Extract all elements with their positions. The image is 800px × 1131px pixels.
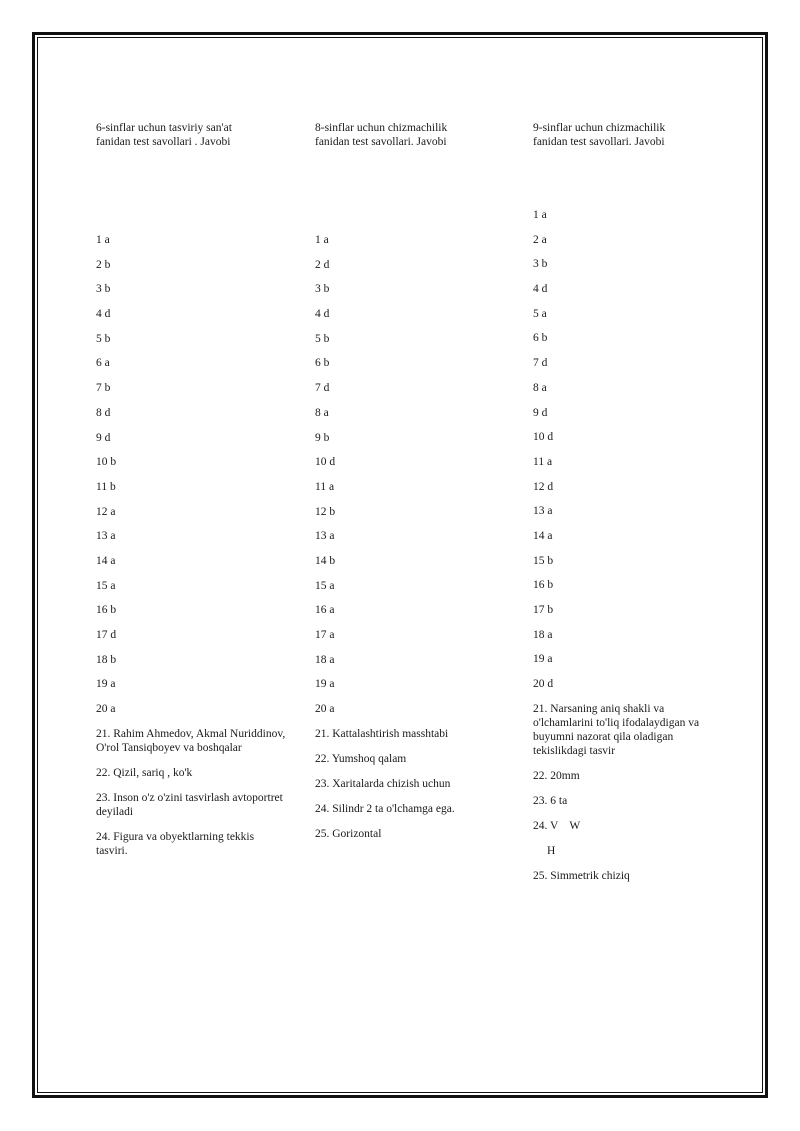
answer-item: 7 b	[96, 382, 111, 395]
text-answer-list	[533, 702, 723, 894]
column-title: 9-sinflar uchun chizmachilik	[533, 122, 666, 134]
text-answer-list	[96, 727, 286, 869]
answer-item: 10 d	[533, 431, 554, 444]
answer-item: 11 a	[315, 480, 335, 493]
answer-item: 1 a	[533, 209, 547, 221]
answer-item: 19 a	[96, 678, 116, 691]
answer-item: 4 d	[533, 283, 548, 296]
answer-item: 7 d	[315, 382, 330, 395]
answer-item: 18 a	[315, 653, 335, 666]
text-answer: 22. Qizil, sariq , ko'k	[96, 767, 193, 779]
answer-item: 8 d	[96, 406, 111, 419]
text-answer: 22. Yumshoq qalam	[315, 753, 407, 765]
column-subtitle: fanidan test savollari. Javobi	[533, 136, 665, 148]
answer-item: 20 a	[96, 703, 116, 716]
answer-item: 5 b	[96, 332, 111, 345]
answer-item: 1 a	[315, 234, 329, 246]
answer-item: 20 d	[533, 678, 554, 691]
answer-item: 9 d	[96, 431, 111, 444]
answer-item: 4 d	[96, 308, 111, 321]
answer-item: 15 a	[315, 579, 335, 592]
answers-column-grade-9	[533, 121, 723, 882]
text-answer: 25. Gorizontal	[315, 828, 382, 840]
answer-item: 3 b	[533, 258, 548, 271]
column-title: 8-sinflar uchun chizmachilik	[315, 122, 448, 134]
answer-item: 11 b	[96, 480, 116, 493]
answer-list	[315, 233, 505, 727]
answer-item: 20 a	[315, 703, 335, 716]
answer-item: 15 b	[533, 554, 554, 567]
answer-item: 16 b	[533, 579, 554, 592]
column-subtitle: fanidan test savollari. Javobi	[315, 136, 447, 148]
text-answer: 22. 20mm	[533, 770, 580, 782]
text-answer: 21. Kattalashtirish masshtabi	[315, 728, 449, 740]
answer-list	[96, 233, 286, 727]
text-answer: 24. Silindr 2 ta o'lchamga ega.	[315, 803, 455, 815]
text-answer: 23. Inson o'z o'zini tasvirlash avtoportret deyiladi	[96, 792, 283, 818]
answer-item: 17 b	[533, 604, 554, 616]
answer-item: 14 b	[315, 554, 336, 567]
answer-item: 2 a	[533, 233, 547, 246]
answers-column-grade-6	[96, 121, 286, 857]
answer-item: 2 d	[315, 258, 330, 271]
answer-item: 8 a	[533, 381, 547, 394]
answer-item: 15 a	[96, 579, 116, 592]
text-answer: 24. V W	[533, 820, 581, 832]
answer-item: 14 a	[533, 529, 553, 542]
text-answer: 23. 6 ta	[533, 795, 568, 807]
answer-item: 18 a	[533, 628, 553, 641]
answer-item: 19 a	[533, 653, 553, 666]
answer-item: 10 b	[96, 456, 117, 469]
answer-item: 13 a	[315, 530, 335, 543]
answers-column-grade-8	[315, 121, 505, 840]
answer-item: 5 b	[315, 332, 330, 345]
answer-item: 9 b	[315, 431, 330, 444]
text-answer: 24. Figura va obyektlarning tekkis tasviri.	[96, 831, 255, 857]
answer-item: 17 d	[96, 629, 117, 641]
answer-item: 19 a	[315, 678, 335, 691]
answer-item: 6 a	[96, 357, 110, 370]
text-answer: 25. Simmetrik chiziq	[533, 870, 630, 882]
answer-item: 12 a	[96, 505, 116, 518]
text-answer: 21. Narsaning aniq shakli va o'lchamlarini to'liq ifodalaydigan va buyumni nazorat qila oladigan tekislikdagi tasvir	[533, 703, 700, 757]
answer-item: 16 b	[96, 604, 117, 617]
answer-item: 3 b	[96, 283, 111, 296]
text-answer: 23. Xaritalarda chizish uchun	[315, 778, 451, 790]
answer-item: 17 a	[315, 629, 335, 641]
answer-item: 13 a	[96, 530, 116, 543]
answer-item: 11 a	[533, 455, 553, 468]
answer-item: 6 b	[533, 332, 548, 345]
answer-item: 16 a	[315, 604, 335, 617]
answer-item: 12 b	[315, 505, 336, 518]
answer-item: 10 d	[315, 456, 336, 469]
answer-item: 1 a	[96, 234, 110, 246]
answer-item: 18 b	[96, 653, 117, 666]
answer-item: 9 d	[533, 406, 548, 419]
answer-item: 13 a	[533, 505, 553, 518]
answer-item: 2 b	[96, 258, 111, 271]
answer-item: 8 a	[315, 406, 329, 419]
answer-item: 12 d	[533, 480, 554, 493]
answer-item: 7 d	[533, 357, 548, 370]
answer-item: 5 a	[533, 307, 547, 320]
text-answer-list	[315, 727, 505, 852]
answer-list	[533, 208, 723, 702]
answer-item: 4 d	[315, 308, 330, 321]
column-title: 6-sinflar uchun tasviriy san'at	[96, 122, 232, 134]
text-answer-continuation: H	[547, 845, 556, 857]
answer-item: 3 b	[315, 283, 330, 296]
answer-item: 14 a	[96, 554, 116, 567]
text-answer: 21. Rahim Ahmedov, Akmal Nuriddinov, O'rol Tansiqboyev va boshqalar	[96, 728, 286, 754]
answer-item: 6 b	[315, 357, 330, 370]
column-subtitle: fanidan test savollari . Javobi	[96, 136, 231, 148]
